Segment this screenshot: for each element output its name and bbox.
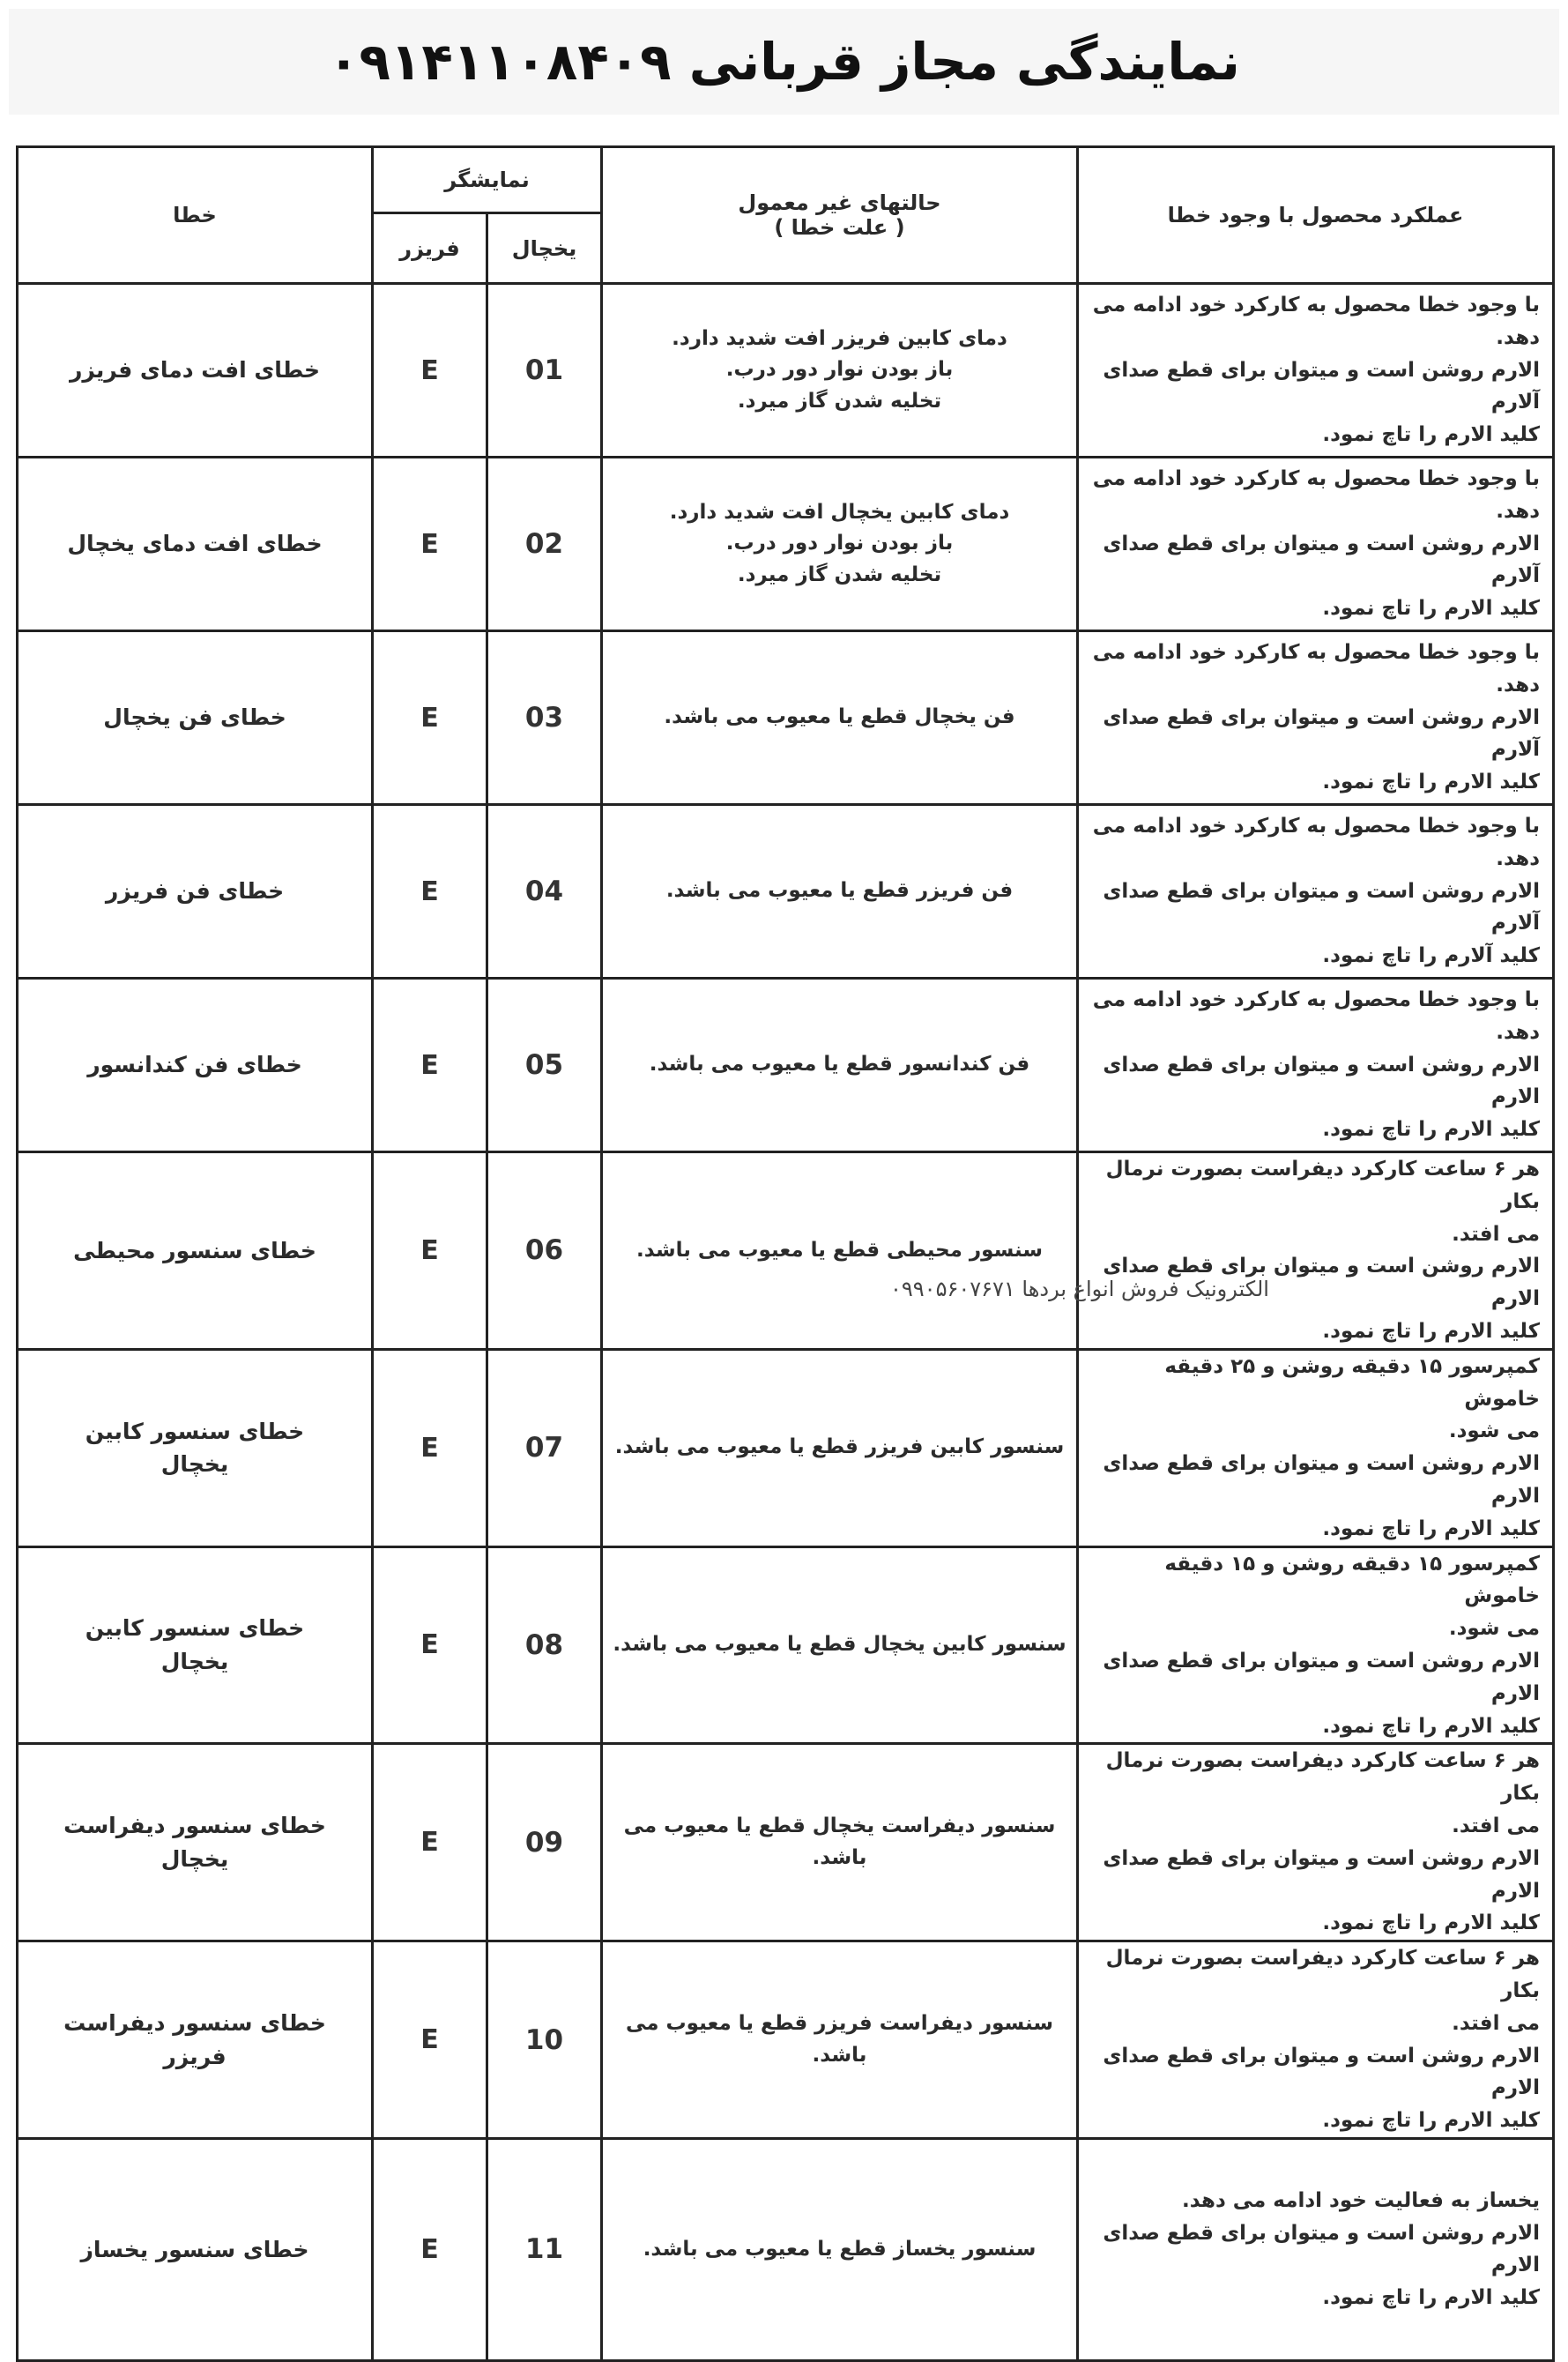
operation-cell: هر ۶ ساعت کارکرد دیفراست بصورت نرمال بکار می افتد. الارم روشن است و میتوان برای قطع صدای الارم کلید الارم را تاچ نمود. xyxy=(1078,1744,1554,1941)
table-row xyxy=(18,1349,1554,1546)
code-cell: 03 xyxy=(487,631,602,805)
header-fault: خطا xyxy=(18,147,373,284)
indicator-cell: E xyxy=(373,458,487,631)
operation-cell: یخساز به فعالیت خود ادامه می دهد. الارم روشن است و میتوان برای قطع صدای الارم کلید الارم را تاچ نمود. xyxy=(1078,2138,1554,2360)
fault-cell: خطای فن کندانسور xyxy=(18,979,373,1152)
fault-cell: خطای فن یخچال xyxy=(18,631,373,805)
header-operation: عملکرد محصول با وجود خطا xyxy=(1078,147,1554,284)
indicator-cell: E xyxy=(373,1349,487,1546)
indicator-cell: E xyxy=(373,284,487,458)
table-row xyxy=(18,2138,1554,2360)
code-cell: 10 xyxy=(487,1941,602,2139)
page-title: نمایندگی مجاز قربانی ۰۹۱۴۱۱۰۸۴۰۹ xyxy=(328,32,1240,92)
fault-cell: خطای سنسور کابین یخچال xyxy=(18,1546,373,1744)
seller-watermark: الکترونیک فروش انواع بردها ۰۹۹۰۵۶۰۷۶۷۱ xyxy=(890,1277,1269,1301)
fault-cell: خطای سنسور کابین یخچال xyxy=(18,1349,373,1546)
indicator-cell: E xyxy=(373,1546,487,1744)
operation-cell: کمپرسور ۱۵ دقیقه روشن و ۱۵ دقیقه خاموش می شود. الارم روشن است و میتوان برای قطع صدای الارم کلید الارم را تاچ نمود. xyxy=(1078,1546,1554,1744)
indicator-cell: E xyxy=(373,979,487,1152)
operation-cell: با وجود خطا محصول به کارکرد خود ادامه می دهد. الارم روشن است و میتوان برای قطع صدای آلارم کلید الارم را تاچ نمود. xyxy=(1078,284,1554,458)
table-row xyxy=(18,284,1554,458)
fault-cell: خطای سنسور دیفراست فریزر xyxy=(18,1941,373,2139)
code-cell: 05 xyxy=(487,979,602,1152)
operation-cell: با وجود خطا محصول به کارکرد خود ادامه می دهد. الارم روشن است و میتوان برای قطع صدای الارم کلید الارم را تاچ نمود. xyxy=(1078,979,1554,1152)
operation-cell: با وجود خطا محصول به کارکرد خود ادامه می دهد. الارم روشن است و میتوان برای قطع صدای آلارم کلید آلارم را تاچ نمود. xyxy=(1078,805,1554,979)
table-row xyxy=(18,805,1554,979)
table-row xyxy=(18,979,1554,1152)
cause-cell: سنسور دیفراست یخچال قطع یا معیوب می باشد. xyxy=(602,1744,1078,1941)
cause-cell: سنسور محیطی قطع یا معیوب می باشد. xyxy=(602,1152,1078,1350)
operation-cell: هر ۶ ساعت کارکرد دیفراست بصورت نرمال بکار می افتد. الارم روشن است و میتوان برای قطع صدای الارم کلید الارم را تاچ نمود. xyxy=(1078,1941,1554,2139)
code-cell: 11 xyxy=(487,2138,602,2360)
fault-cell: خطای افت دمای یخچال xyxy=(18,458,373,631)
indicator-cell: E xyxy=(373,631,487,805)
indicator-cell: E xyxy=(373,1152,487,1350)
fault-cell: خطای فن فریزر xyxy=(18,805,373,979)
fault-cell: خطای سنسور دیفراست یخچال xyxy=(18,1744,373,1941)
header-cause: حالتهای غیر معمول ( علت خطا ) xyxy=(602,147,1078,284)
cause-cell: فن کندانسور قطع یا معیوب می باشد. xyxy=(602,979,1078,1152)
cause-cell: فن یخچال قطع یا معیوب می باشد. xyxy=(602,631,1078,805)
cause-cell: فن فریزر قطع یا معیوب می باشد. xyxy=(602,805,1078,979)
operation-cell: با وجود خطا محصول به کارکرد خود ادامه می دهد. الارم روشن است و میتوان برای قطع صدای آلارم کلید الارم را تاچ نمود. xyxy=(1078,458,1554,631)
cause-cell: سنسور دیفراست فریزر قطع یا معیوب می باشد. xyxy=(602,1941,1078,2139)
code-cell: 06 xyxy=(487,1152,602,1350)
indicator-cell: E xyxy=(373,1941,487,2139)
table-row xyxy=(18,1152,1554,1350)
table-row xyxy=(18,458,1554,631)
cause-cell: دمای کابین یخچال افت شدید دارد. باز بودن نوار دور درب. تخلیه شدن گاز میرد. xyxy=(602,458,1078,631)
indicator-cell: E xyxy=(373,1744,487,1941)
error-code-table xyxy=(16,145,1555,2362)
fault-cell: خطای افت دمای فریزر xyxy=(18,284,373,458)
code-cell: 02 xyxy=(487,458,602,631)
table-row xyxy=(18,1941,1554,2139)
fault-cell: خطای سنسور یخساز xyxy=(18,2138,373,2360)
table-row xyxy=(18,1546,1554,1744)
cause-cell: دمای کابین فریزر افت شدید دارد. باز بودن نوار دور درب. تخلیه شدن گاز میرد. xyxy=(602,284,1078,458)
code-cell: 04 xyxy=(487,805,602,979)
cause-cell: سنسور کابین یخچال قطع یا معیوب می باشد. xyxy=(602,1546,1078,1744)
header-freezer: فریزر xyxy=(373,213,487,284)
table-row xyxy=(18,631,1554,805)
code-cell: 08 xyxy=(487,1546,602,1744)
operation-cell: کمپرسور ۱۵ دقیقه روشن و ۲۵ دقیقه خاموش می شود. الارم روشن است و میتوان برای قطع صدای الارم کلید الارم را تاچ نمود. xyxy=(1078,1349,1554,1546)
table-row xyxy=(18,1744,1554,1941)
fault-cell: خطای سنسور محیطی xyxy=(18,1152,373,1350)
cause-cell: سنسور یخساز قطع یا معیوب می باشد. xyxy=(602,2138,1078,2360)
code-cell: 01 xyxy=(487,284,602,458)
operation-cell: هر ۶ ساعت کارکرد دیفراست بصورت نرمال بکار می افتد. الارم روشن است و میتوان برای قطع صدای الارم کلید الارم را تاچ نمود. xyxy=(1078,1152,1554,1350)
cause-cell: سنسور کابین فریزر قطع یا معیوب می باشد. xyxy=(602,1349,1078,1546)
indicator-cell: E xyxy=(373,2138,487,2360)
operation-cell: با وجود خطا محصول به کارکرد خود ادامه می دهد. الارم روشن است و میتوان برای قطع صدای آلارم کلید الارم را تاچ نمود. xyxy=(1078,631,1554,805)
code-cell: 07 xyxy=(487,1349,602,1546)
header-refrigerator: یخچال xyxy=(487,213,602,284)
code-cell: 09 xyxy=(487,1744,602,1941)
indicator-cell: E xyxy=(373,805,487,979)
header-display: نمایشگر xyxy=(373,147,602,213)
